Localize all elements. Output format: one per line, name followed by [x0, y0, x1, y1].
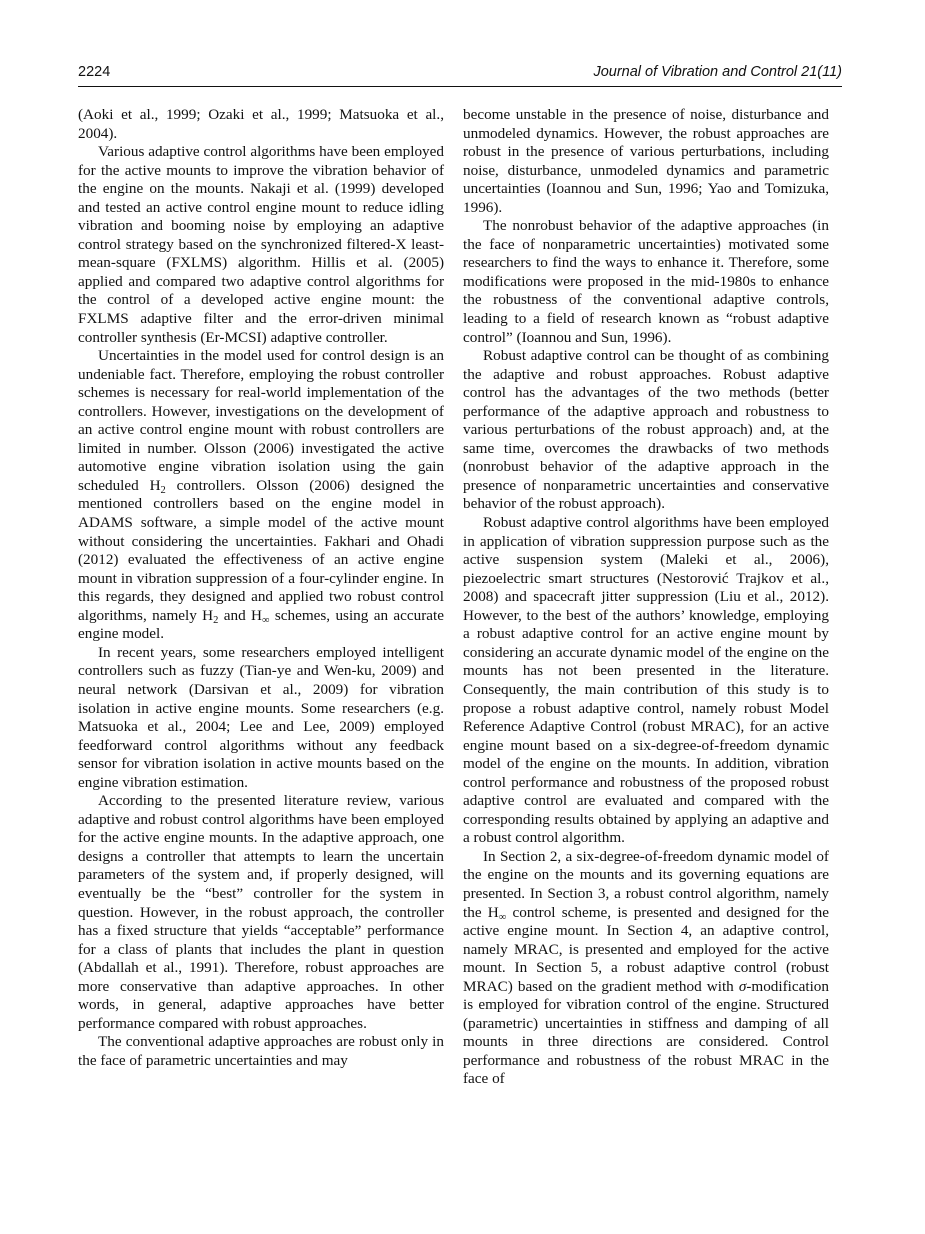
paragraph: become unstable in the presence of noise, disturbance and unmodeled dynamics. However, the robust approaches are robust in the presence of various perturbations, including noise, disturbance, unmodeled dynamics and parametric uncertainties (Ioannou and Sun, 1996; Yao and Tomizuka, 1996). — [463, 106, 829, 216]
running-head — [78, 64, 842, 86]
paragraph: The conventional adaptive approaches are robust only in the face of parametric uncertainties and may — [78, 1033, 444, 1069]
text-run: schemes, using an accurate engine model. — [78, 606, 444, 643]
page-number: 2224 — [78, 64, 111, 80]
paragraph: In recent years, some researchers employed intelligent controllers such as fuzzy (Tian-ye and Wen-ku, 2009) and neural network (Darsivan et al., 2009) for vibration isolation in active engine mounts. Some researchers (e.g. Matsuoka et al., 2004; Lee and Lee, 2009) employed feedforward control algorithms without any feedback sensor for vibration isolation in active mounts based on the engine vibration estimation. — [78, 643, 444, 791]
text-run: control scheme, is presented and designed for the active engine mount. In Section 4, an adaptive control, namely MRAC, is presented and employed for the active mount. In Section 5, a robust adaptive control (robust MRAC) based on the gradient method with — [463, 903, 829, 995]
paragraph — [463, 848, 829, 1089]
sigma-symbol: σ — [738, 977, 747, 995]
paragraph: Robust adaptive control can be thought of as combining the adaptive and robust approaches. Robust adaptive control has the advantages of the two methods (better performance of the adaptive approach and robustness to various perturbations of the robust approach) and, at the same time, overcomes the drawbacks of two methods (nonrobust behavior of the adaptive approach in the presence of nonparametric uncertainties and conservative behavior of the robust approach). — [463, 347, 829, 513]
header-rule — [78, 86, 842, 87]
subscript: 2 — [213, 614, 219, 626]
subscript: ∞ — [498, 911, 507, 923]
right-column — [463, 106, 829, 1089]
text-run: -modification is employed for vibration control of the engine. Structured (parametric) uncertainties in stiffness and damping of all mounts in three directions are considered. Control performance and robustness of the robust MRAC in the face of — [463, 977, 829, 1088]
paragraph: According to the presented literature review, various adaptive and robust control algorithms have been employed for the active engine mounts. In the adaptive approach, one designs a controller that attempts to learn the uncertain parameters of the system and, if properly designed, will eventually be the “best” controller for the system in question. However, in the robust approach, the controller has a fixed structure that yields “acceptable” performance for a class of plants that includes the plant in question (Abdallah et al., 1991). Therefore, robust approaches are more conservative than adaptive approaches. In other words, in general, adaptive approaches have better performance compared with robust approaches. — [78, 792, 444, 1032]
left-column — [78, 106, 444, 1070]
paragraph: (Aoki et al., 1999; Ozaki et al., 1999; Matsuoka et al., 2004). — [78, 106, 444, 142]
text-run: and H — [218, 606, 262, 624]
text-run: controllers. Olsson (2006) designed the mentioned controllers based on the engine model in ADAMS software, a simple model of the active mount without considering the uncertainties. Fakhari and Ohadi (2012) evaluated the effectiveness of an active engine mount in vibration suppression of a four-cylinder engine. In this regards, they designed and applied two robust control algorithms, namely H — [78, 476, 444, 624]
subscript: ∞ — [262, 614, 270, 626]
text-run: In Section 2, a six-degree-of-freedom dynamic model of the engine on the mounts and its governing equations are presented. In Section 3, a robust control algorithm, namely the H — [463, 847, 829, 921]
paragraph: Robust adaptive control algorithms have been employed in application of vibration suppression purpose such as the active suspension system (Maleki et al., 2006), piezoelectric smart structures (Nestorović Trajkov et al., 2008) and spacecraft jitter suppression (Liu et al., 2012). However, to the best of the authors’ knowledge, employing a robust adaptive control for an active engine mount by considering an accurate dynamic model of the engine on the mounts has not been presented in the literature. Consequently, the main contribution of this study is to propose a robust adaptive control, namely robust Model Reference Adaptive Control (robust MRAC), for an active engine mount based on a six-degree-of-freedom dynamic model of the engine on the mounts. In addition, vibration control performance and robustness of the proposed robust adaptive control are evaluated and compared with the corresponding results obtained by applying an adaptive and a robust control algorithm. — [463, 514, 829, 847]
text-run: Uncertainties in the model used for control design is an undeniable fact. Therefore, employing the robust controller schemes is necessary for real-world implementation of the controllers. However, investigations on the development of an active control engine mount with robust controllers are limited in number. Olsson (2006) investigated the active automotive engine vibration isolation using the gain scheduled H — [78, 347, 444, 494]
paragraph: The nonrobust behavior of the adaptive approaches (in the face of nonparametric uncertainties) motivated some researchers to find the ways to enhance it. Therefore, some modifications were proposed in the mid-1980s to enhance the robustness of the conventional adaptive controls, leading to a field of research known as “robust adaptive control” (Ioannou and Sun, 1996). — [463, 217, 829, 346]
paragraph: Various adaptive control algorithms have been employed for the active mounts to improve the vibration behavior of the engine on the mounts. Nakaji et al. (1999) developed and tested an active control engine mount to reduce idling vibration and booming noise by employing an adaptive control strategy based on the synchronized filtered-X least-mean-square (FXLMS) algorithm. Hillis et al. (2005) applied and compared two adaptive control algorithms for the control of a developed active engine mount: the FXLMS adaptive filter and the error-driven minimal controller synthesis (Er-MCSI) adaptive controller. — [78, 143, 444, 346]
paragraph — [78, 347, 444, 644]
subscript: 2 — [160, 484, 166, 496]
journal-title: Journal of Vibration and Control 21(11) — [593, 64, 842, 80]
